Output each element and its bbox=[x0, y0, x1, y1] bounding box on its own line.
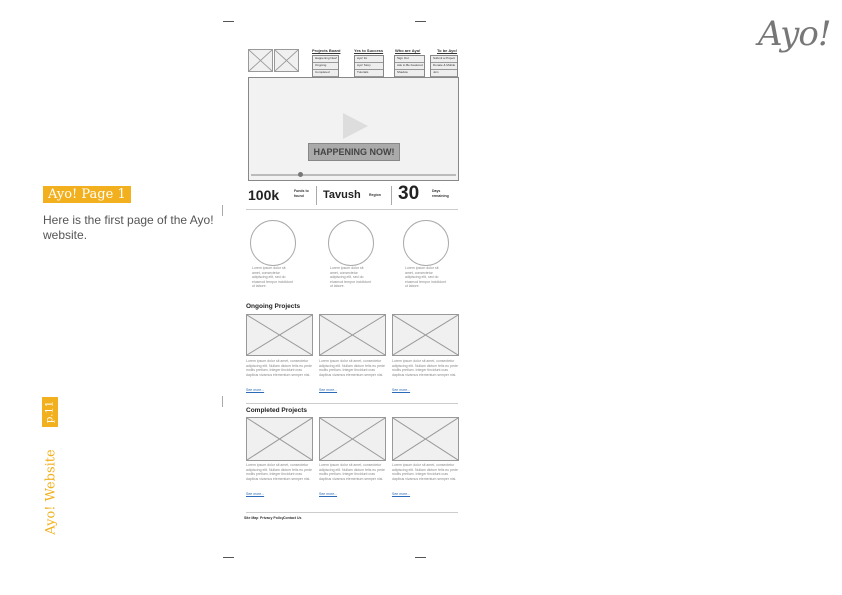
project-image[interactable] bbox=[392, 314, 459, 356]
dropdown-item[interactable]: Donate & Mobile bbox=[431, 63, 457, 70]
dropdown-item[interactable]: Ayo! Story bbox=[355, 63, 383, 70]
project-image[interactable] bbox=[392, 417, 459, 461]
completed-projects-title: Completed Projects bbox=[246, 407, 308, 414]
dropdown-who bbox=[394, 55, 425, 78]
dropdown-item[interactable]: Completed bbox=[313, 70, 338, 77]
intro-text: Lorem ipsum dolor sit amet, consectetur adipiscing elit, sed do eiusmod tempor incididunt ut labore. bbox=[405, 266, 446, 289]
project-image[interactable] bbox=[319, 314, 386, 356]
play-icon[interactable] bbox=[343, 113, 368, 139]
see-more-link[interactable]: See more... bbox=[319, 388, 338, 392]
logo-placeholder bbox=[274, 49, 299, 72]
website-wireframe bbox=[243, 44, 461, 530]
happening-now-button[interactable]: HAPPENING NOW! bbox=[308, 143, 400, 161]
project-image[interactable] bbox=[319, 417, 386, 461]
crop-mark bbox=[222, 396, 223, 407]
region-value: Tavush bbox=[323, 189, 361, 201]
region-label: Region bbox=[369, 193, 381, 197]
project-image[interactable] bbox=[246, 314, 313, 356]
footer-link[interactable]: Contact Us bbox=[283, 516, 302, 520]
nav-to-be-ayo[interactable]: To be Ayo! bbox=[437, 48, 458, 53]
nav-yes-to-success[interactable]: Yes to Success bbox=[354, 48, 384, 53]
crop-mark bbox=[222, 205, 223, 216]
see-more-link[interactable]: See more... bbox=[319, 492, 338, 496]
project-text: Lorem ipsum dolor sit amet, consectetur adipiscing elit. Nullam dictum felis eu pede mollis pretium. Integer tincidunt cras dapibus vivamus elementum semper nisi. bbox=[246, 359, 312, 377]
dropdown-item[interactable]: Join bbox=[431, 70, 457, 77]
footer-link[interactable]: Privacy Policy bbox=[260, 516, 284, 520]
see-more-link[interactable]: See more... bbox=[246, 388, 265, 392]
ayo-logo: Ayo! bbox=[758, 14, 831, 54]
divider bbox=[246, 403, 458, 404]
hero-video[interactable] bbox=[248, 77, 459, 181]
nav-who-are-ayo[interactable]: Who are Ayo! bbox=[395, 48, 421, 53]
image-circle bbox=[403, 220, 449, 266]
see-more-link[interactable]: See more... bbox=[392, 492, 411, 496]
dropdown-projects bbox=[312, 55, 339, 78]
crop-mark bbox=[223, 557, 234, 558]
project-text: Lorem ipsum dolor sit amet, consectetur adipiscing elit. Nullam dictum felis eu pede mollis pretium. Integer tincidunt cras dapibus vivamus elementum semper nisi. bbox=[392, 463, 458, 481]
dropdown-item[interactable]: Happening Now! bbox=[313, 56, 338, 63]
page-description: Here is the first page of the Ayo! website. bbox=[43, 213, 214, 242]
image-circle bbox=[250, 220, 296, 266]
dropdown-item[interactable]: Tutorials bbox=[355, 70, 383, 77]
project-text: Lorem ipsum dolor sit amet, consectetur adipiscing elit. Nullam dictum felis eu pede mollis pretium. Integer tincidunt cras dapibus vivamus elementum semper nisi. bbox=[392, 359, 458, 377]
crop-mark bbox=[223, 21, 234, 22]
see-more-link[interactable]: See more... bbox=[392, 388, 411, 392]
days-label: Days remaining bbox=[432, 189, 449, 198]
divider bbox=[246, 209, 458, 210]
intro-text: Lorem ipsum dolor sit amet, consectetur adipiscing elit, sed do eiusmod tempor incididunt ut labore. bbox=[330, 266, 371, 289]
page-number-badge bbox=[42, 397, 58, 427]
dropdown-item[interactable]: Ask to Be Featured bbox=[395, 63, 424, 70]
dropdown-item[interactable]: Ayo! for bbox=[355, 56, 383, 63]
video-seekbar[interactable] bbox=[251, 174, 456, 176]
dropdown-item[interactable]: Sign Out bbox=[395, 56, 424, 63]
crop-mark bbox=[415, 557, 426, 558]
project-image[interactable] bbox=[246, 417, 313, 461]
page-tag: Ayo! Page 1 bbox=[43, 186, 131, 203]
project-text: Lorem ipsum dolor sit amet, consectetur adipiscing elit. Nullam dictum felis eu pede mollis pretium. Integer tincidunt cras dapibus vivamus elementum semper nisi. bbox=[319, 463, 385, 481]
crop-mark bbox=[415, 21, 426, 22]
days-value: 30 bbox=[398, 183, 420, 204]
nav-projects-board[interactable]: Projects Board bbox=[312, 48, 341, 53]
funds-value: 100k bbox=[248, 187, 280, 203]
project-text: Lorem ipsum dolor sit amet, consectetur adipiscing elit. Nullam dictum felis eu pede mollis pretium. Integer tincidunt cras dapibus vivamus elementum semper nisi. bbox=[319, 359, 385, 377]
dropdown-item[interactable]: Submit a Project bbox=[431, 56, 457, 63]
image-circle bbox=[328, 220, 374, 266]
ongoing-projects-title: Ongoing Projects bbox=[246, 303, 301, 310]
funds-label: Funds to found bbox=[294, 189, 309, 198]
seekbar-handle[interactable] bbox=[298, 172, 303, 177]
project-text: Lorem ipsum dolor sit amet, consectetur adipiscing elit. Nullam dictum felis eu pede mollis pretium. Integer tincidunt cras dapibus vivamus elementum semper nisi. bbox=[246, 463, 312, 481]
dropdown-item[interactable]: Shadow bbox=[395, 70, 424, 77]
section-title: Ayo! Website bbox=[43, 449, 59, 535]
logo-placeholder bbox=[248, 49, 273, 72]
dropdown-item[interactable]: Ongoing bbox=[313, 63, 338, 70]
divider bbox=[391, 186, 392, 205]
intro-text: Lorem ipsum dolor sit amet, consectetur adipiscing elit, sed do eiusmod tempor incididunt ut labore. bbox=[252, 266, 293, 289]
page-number: p.11 bbox=[44, 400, 56, 424]
footer-link[interactable]: Site Map bbox=[244, 516, 259, 520]
divider bbox=[246, 512, 458, 513]
dropdown-to-be bbox=[430, 55, 458, 78]
divider bbox=[316, 186, 317, 205]
see-more-link[interactable]: See more... bbox=[246, 492, 265, 496]
